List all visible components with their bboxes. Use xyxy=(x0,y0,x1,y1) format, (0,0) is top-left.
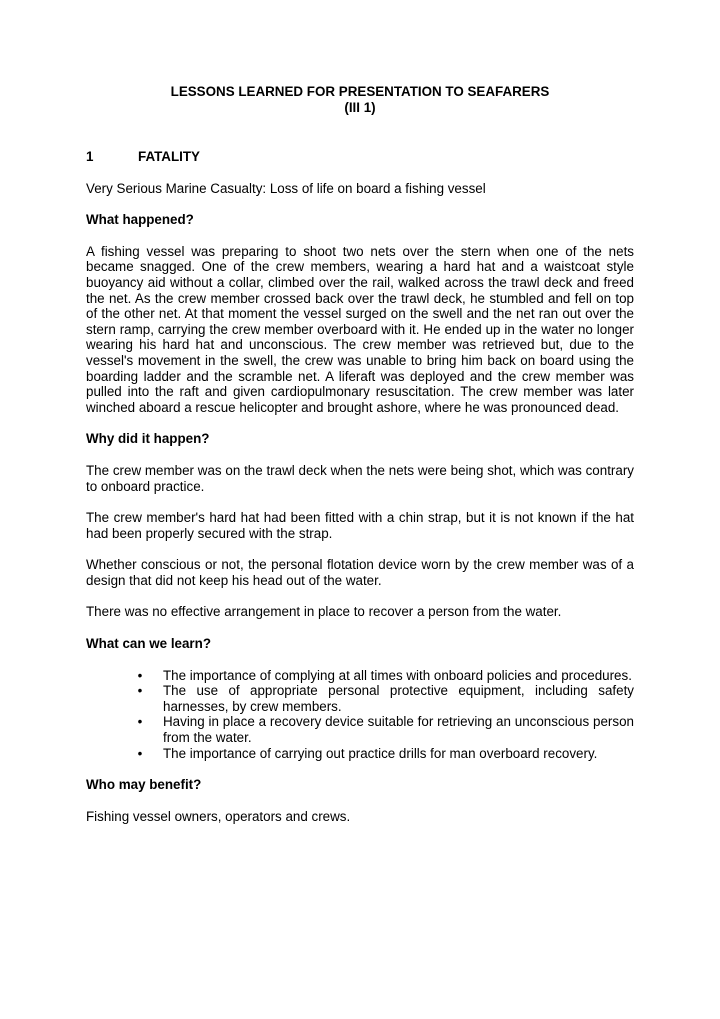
learn-list xyxy=(86,668,634,762)
why-paragraph: The crew member's hard hat had been fitted with a chin strap, but it is not known if the hat had been properly secured with the strap. xyxy=(86,510,634,541)
document-title xyxy=(86,84,634,116)
list-item xyxy=(137,745,634,762)
section-title: FATALITY xyxy=(138,149,200,164)
list-item xyxy=(137,683,634,714)
list-item-text: Having in place a recovery device suitable for retrieving an unconscious person from the water. xyxy=(163,714,634,746)
benefit-heading: Who may benefit? xyxy=(86,777,202,793)
section-heading xyxy=(86,149,634,165)
what-happened-text: A fishing vessel was preparing to shoot two nets over the stern when one of the nets became snagged. One of the crew members, wearing a hard hat and a waistcoat style buoyancy aid without a collar, climbed over the rail, walked across the trawl deck and freed the net. As the crew member crossed back over the trawl deck, he stumbled and fell on top of the other net. At that moment the vessel surged on the swell and the net ran out over the stern ramp, carrying the crew member overboard with it. He ended up in the water no longer wearing his hard hat and unconscious. The crew member was retrieved but, due to the vessel's movement in the swell, the crew was unable to bring him back on board using the boarding ladder and the scramble net. A liferaft was deployed and the crew member was pulled into the raft and given cardiopulmonary resuscitation. The crew member was later winched aboard a rescue helicopter and brought ashore, where he was pronounced dead. xyxy=(86,243,634,415)
bullet-icon: • xyxy=(137,683,143,699)
learn-heading: What can we learn? xyxy=(86,636,212,652)
why-paragraph: There was no effective arrangement in place to recover a person from the water. xyxy=(86,604,562,620)
list-item-text: The importance of carrying out practice drills for man overboard recovery. xyxy=(163,745,598,761)
why-paragraph: The crew member was on the trawl deck when the nets were being shot, which was contrary to onboard practice. xyxy=(86,462,634,494)
benefit-text: Fishing vessel owners, operators and crews. xyxy=(86,808,351,824)
why-heading: Why did it happen? xyxy=(86,431,210,447)
list-item xyxy=(137,667,634,684)
title-line-2: (III 1) xyxy=(344,100,376,115)
bullet-icon: • xyxy=(137,667,143,683)
what-happened-heading: What happened? xyxy=(86,212,194,228)
list-item-text: The importance of complying at all times with onboard policies and procedures. xyxy=(163,667,632,683)
list-item xyxy=(137,714,634,746)
why-paragraph: Whether conscious or not, the personal flotation device worn by the crew member was of a design that did not keep his head out of the water. xyxy=(86,557,634,588)
section-number: 1 xyxy=(86,149,94,164)
title-line-1: LESSONS LEARNED FOR PRESENTATION TO SEAFARERS xyxy=(170,84,550,99)
bullet-icon: • xyxy=(137,714,143,730)
casualty-subtitle: Very Serious Marine Casualty: Loss of life on board a fishing vessel xyxy=(86,180,486,196)
bullet-icon: • xyxy=(137,745,143,761)
list-item-text: The use of appropriate personal protective equipment, including safety harnesses, by crew members. xyxy=(163,683,634,714)
document-page xyxy=(86,84,634,824)
